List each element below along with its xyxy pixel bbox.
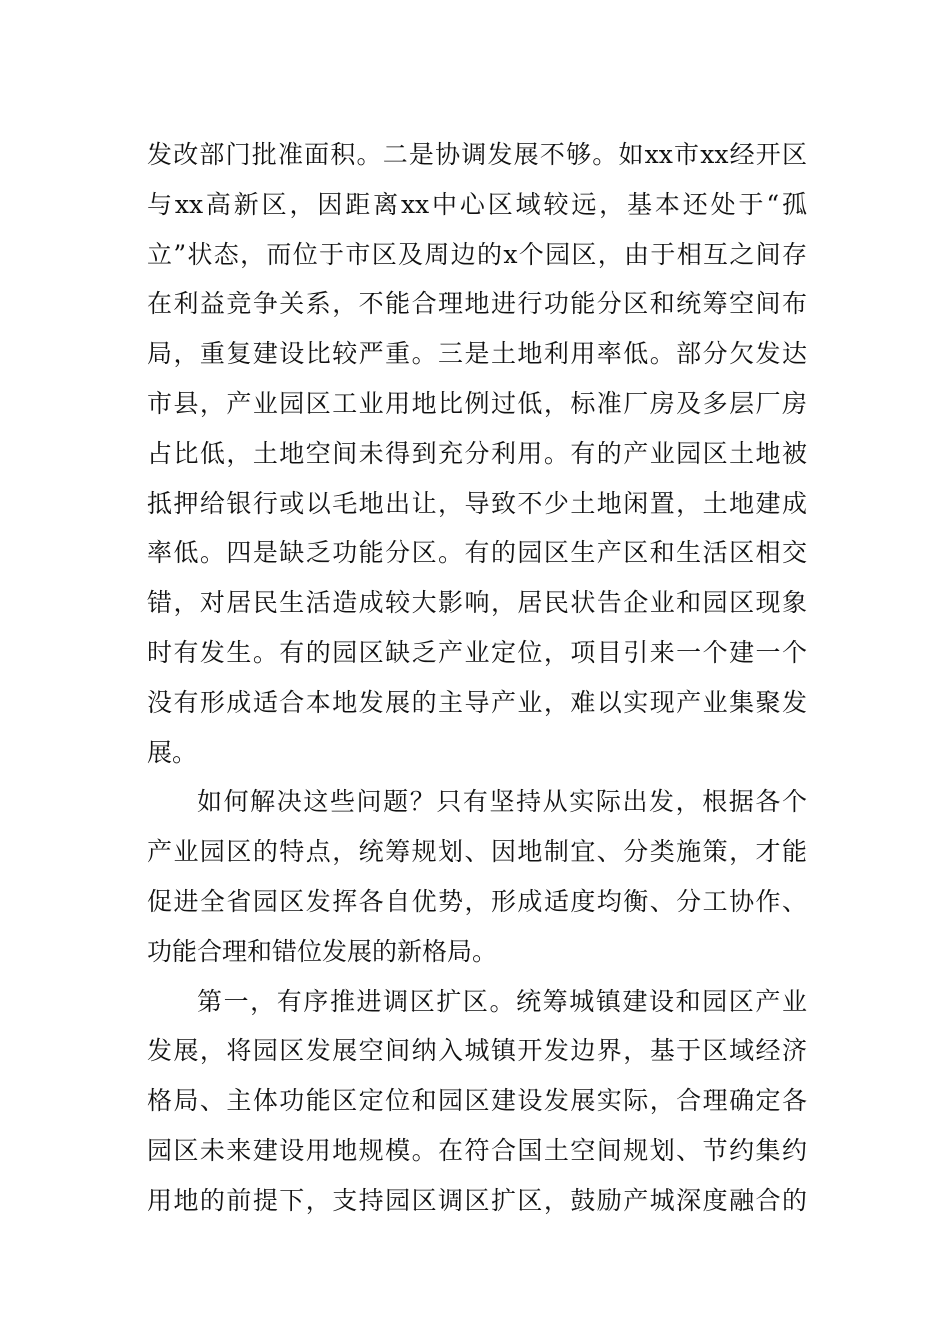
text-line: 用地的前提下，支持园区调区扩区，鼓励产城深度融合的 — [147, 1185, 807, 1215]
paragraph-1 — [147, 130, 807, 777]
text-line: 促进全省园区发挥各自优势，形成适度均衡、分工协作、 — [147, 886, 807, 916]
text-line: 率低。四是缺乏功能分区。有的园区生产区和生活区相交 — [147, 538, 807, 568]
text-line: 发改部门批准面积。二是协调发展不够。如xx市xx经开区 — [147, 140, 807, 169]
paragraph-3 — [147, 977, 807, 1226]
text-line: 没有形成适合本地发展的主导产业，难以实现产业集聚发 — [147, 687, 807, 717]
text-line: 市县，产业园区工业用地比例过低，标准厂房及多层厂房 — [147, 388, 807, 418]
text-line: 立”状态，而位于市区及周边的x个园区，由于相互之间存 — [147, 239, 807, 269]
text-line: 展。 — [147, 737, 198, 767]
text-line: 如何解决这些问题？只有坚持从实际出发，根据各个 — [197, 787, 807, 817]
text-line: 功能合理和错位发展的新格局。 — [147, 936, 498, 966]
text-line: 产业园区的特点，统筹规划、因地制宜、分类施策，才能 — [147, 837, 807, 867]
text-line: 与xx高新区，因距离xx中心区域较远，基本还处于“孤 — [147, 189, 807, 219]
paragraph-2 — [147, 777, 807, 976]
text-line: 局，重复建设比较严重。三是土地利用率低。部分欠发达 — [147, 339, 807, 369]
text-line: 时有发生。有的园区缺乏产业定位，项目引来一个建一个 — [147, 637, 807, 667]
text-line: 第一，有序推进调区扩区。统筹城镇建设和园区产业 — [197, 986, 807, 1016]
text-line: 占比低，土地空间未得到充分利用。有的产业园区土地被 — [147, 438, 807, 468]
document-body — [147, 130, 807, 1226]
text-line: 在利益竞争关系，不能合理地进行功能分区和统筹空间布 — [147, 289, 807, 319]
text-line: 格局、主体功能区定位和园区建设发展实际，合理确定各 — [147, 1086, 807, 1116]
text-line: 抵押给银行或以毛地出让，导致不少土地闲置，土地建成 — [147, 488, 807, 518]
text-line: 园区未来建设用地规模。在符合国土空间规划、节约集约 — [147, 1135, 807, 1165]
text-line: 错，对居民生活造成较大影响，居民状告企业和园区现象 — [147, 588, 807, 618]
text-line: 发展，将园区发展空间纳入城镇开发边界，基于区域经济 — [147, 1036, 807, 1066]
